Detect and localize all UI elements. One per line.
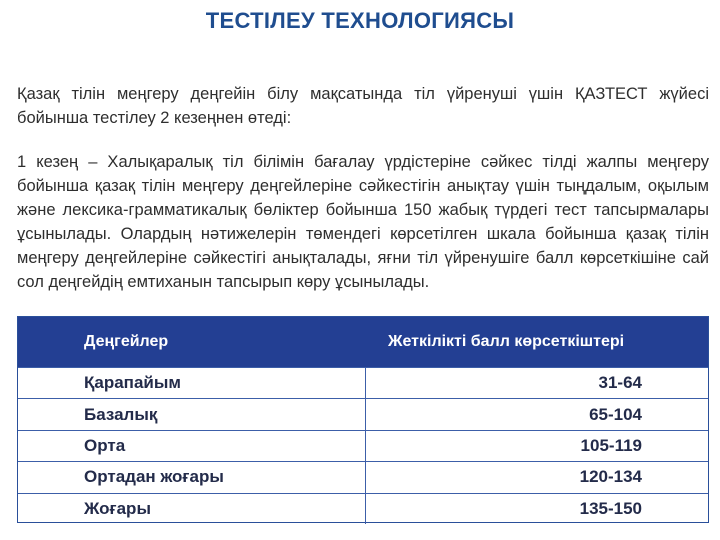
header-scores: Жеткілікті балл көрсеткіштері — [388, 333, 625, 350]
score-cell: 105-119 — [580, 435, 642, 455]
level-cell: Орта — [18, 431, 366, 461]
level-cell: Жоғары — [18, 494, 366, 524]
table-row — [18, 367, 708, 398]
score-cell: 135-150 — [579, 498, 642, 518]
score-cell: 31-64 — [598, 373, 642, 393]
table-row — [18, 461, 708, 492]
levels-table — [17, 316, 709, 523]
level-cell: Базалық — [18, 399, 366, 429]
table-row — [18, 398, 708, 429]
table-header — [18, 317, 708, 367]
stage-one-paragraph: 1 кезең – Халықаралық тіл білімін бағалау үрдістеріне сәйкес тілді жалпы меңгеру бойынша қазақ тілін меңгеру деңгейлеріне сәйкестігін анықтау үшін тыңдалым, оқылым және лексика-грамматикалық бөліктер бойынша 150 жабық түрдегі тест тапсырмалары ұсынылады. Олардың нәтижелерін төмендегі көрсетілген шкала бойынша қазақ тілін меңгеру деңгейлеріне сәйкестігі анықталады, яғни тіл үйренушіге балл көрсеткішіне сай сол деңгейдің емтиханын тапсырып көру ұсынылады. — [17, 153, 709, 291]
table-row — [18, 493, 708, 524]
level-cell: Ортадан жоғары — [18, 462, 366, 492]
page-title: ТЕСТІЛЕУ ТЕХНОЛОГИЯСЫ — [205, 8, 515, 33]
level-cell: Қарапайым — [18, 368, 366, 398]
intro-paragraph: Қазақ тілін меңгеру деңгейін білу мақсатында тіл үйренуші үшін ҚАЗТЕСТ жүйесі бойынша тестілеу 2 кезеңнен өтеді: — [17, 85, 709, 127]
score-cell: 65-104 — [589, 404, 642, 424]
score-cell: 120-134 — [579, 467, 642, 487]
table-row — [18, 430, 708, 461]
header-levels: Деңгейлер — [84, 333, 169, 350]
